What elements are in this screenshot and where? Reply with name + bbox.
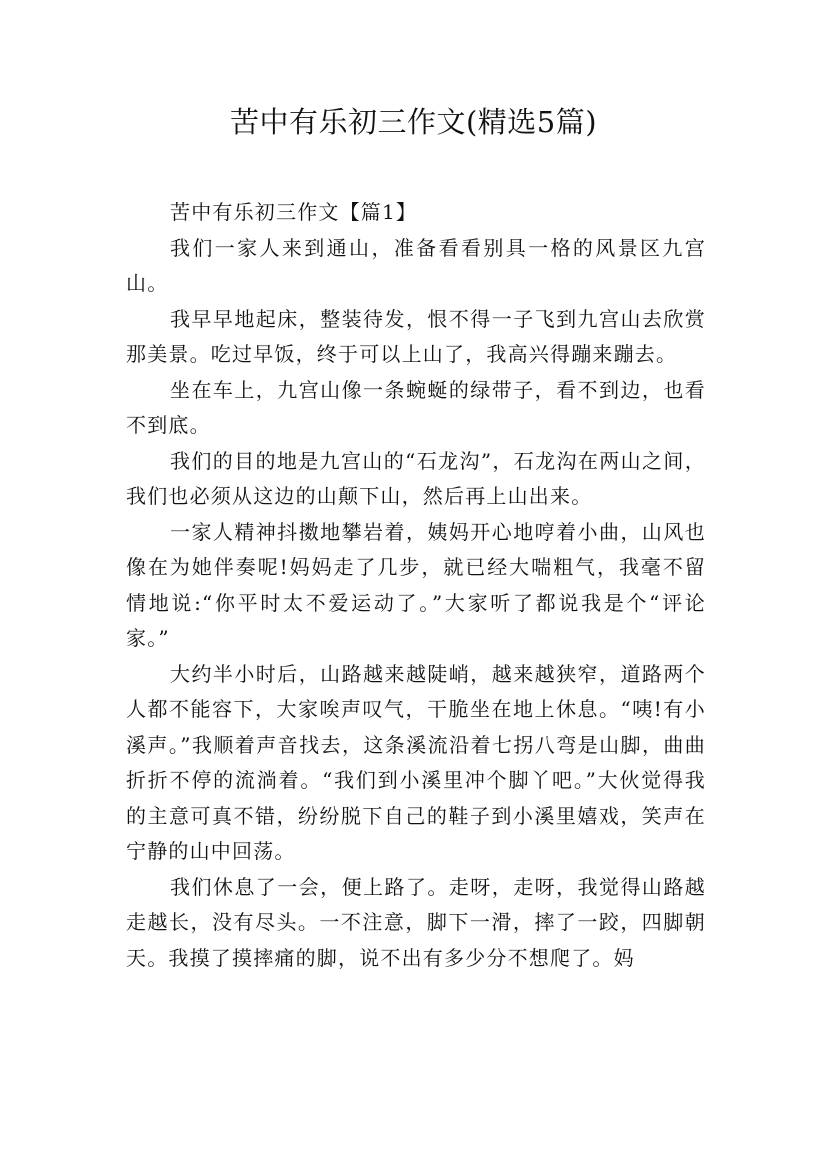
paragraph-3: 坐在车上，九宫山像一条蜿蜒的绿带子，看不到边，也看不到底。 [126, 377, 706, 437]
paragraph-5: 一家人精神抖擞地攀岩着，姨妈开心地哼着小曲，山风也像在为她伴奏呢!妈妈走了几步，就已经大喘粗气，我毫不留情地说:“你平时太不爱运动了。”大家听了都说我是个“评论家。” [126, 519, 706, 650]
document-title: 苦中有乐初三作文(精选5篇) [229, 105, 598, 139]
paragraph-2: 我早早地起床，整装待发，恨不得一子飞到九宫山去欣赏那美景。吃过早饭，终于可以上山了，我高兴得蹦来蹦去。 [126, 306, 706, 366]
paragraph-6: 大约半小时后，山路越来越陡峭，越来越狭窄，道路两个人都不能容下，大家唉声叹气，干脆坐在地上休息。“咦!有小溪声。”我顺着声音找去，这条溪流沿着七拐八弯是山脚，曲曲折折不停的流淌着。“我们到小溪里冲个脚丫吧。”大伙觉得我的主意可真不错，纷纷脱下自己的鞋子到小溪里嬉戏，笑声在宁静的山中回荡。 [126, 661, 706, 863]
paragraph-1: 我们一家人来到通山，准备看看别具一格的风景区九宫山。 [126, 235, 706, 295]
section-heading: 苦中有乐初三作文【篇1】 [170, 200, 418, 224]
document-body [126, 195, 706, 976]
paragraph-7: 我们休息了一会，便上路了。走呀，走呀，我觉得山路越走越长，没有尽头。一不注意，脚下一滑，摔了一跤，四脚朝天。我摸了摸摔痛的脚，说不出有多少分不想爬了。妈 [126, 874, 706, 970]
paragraph-4: 我们的目的地是九宫山的“石龙沟”，石龙沟在两山之间，我们也必须从这边的山颠下山，然后再上山出来。 [126, 448, 706, 508]
